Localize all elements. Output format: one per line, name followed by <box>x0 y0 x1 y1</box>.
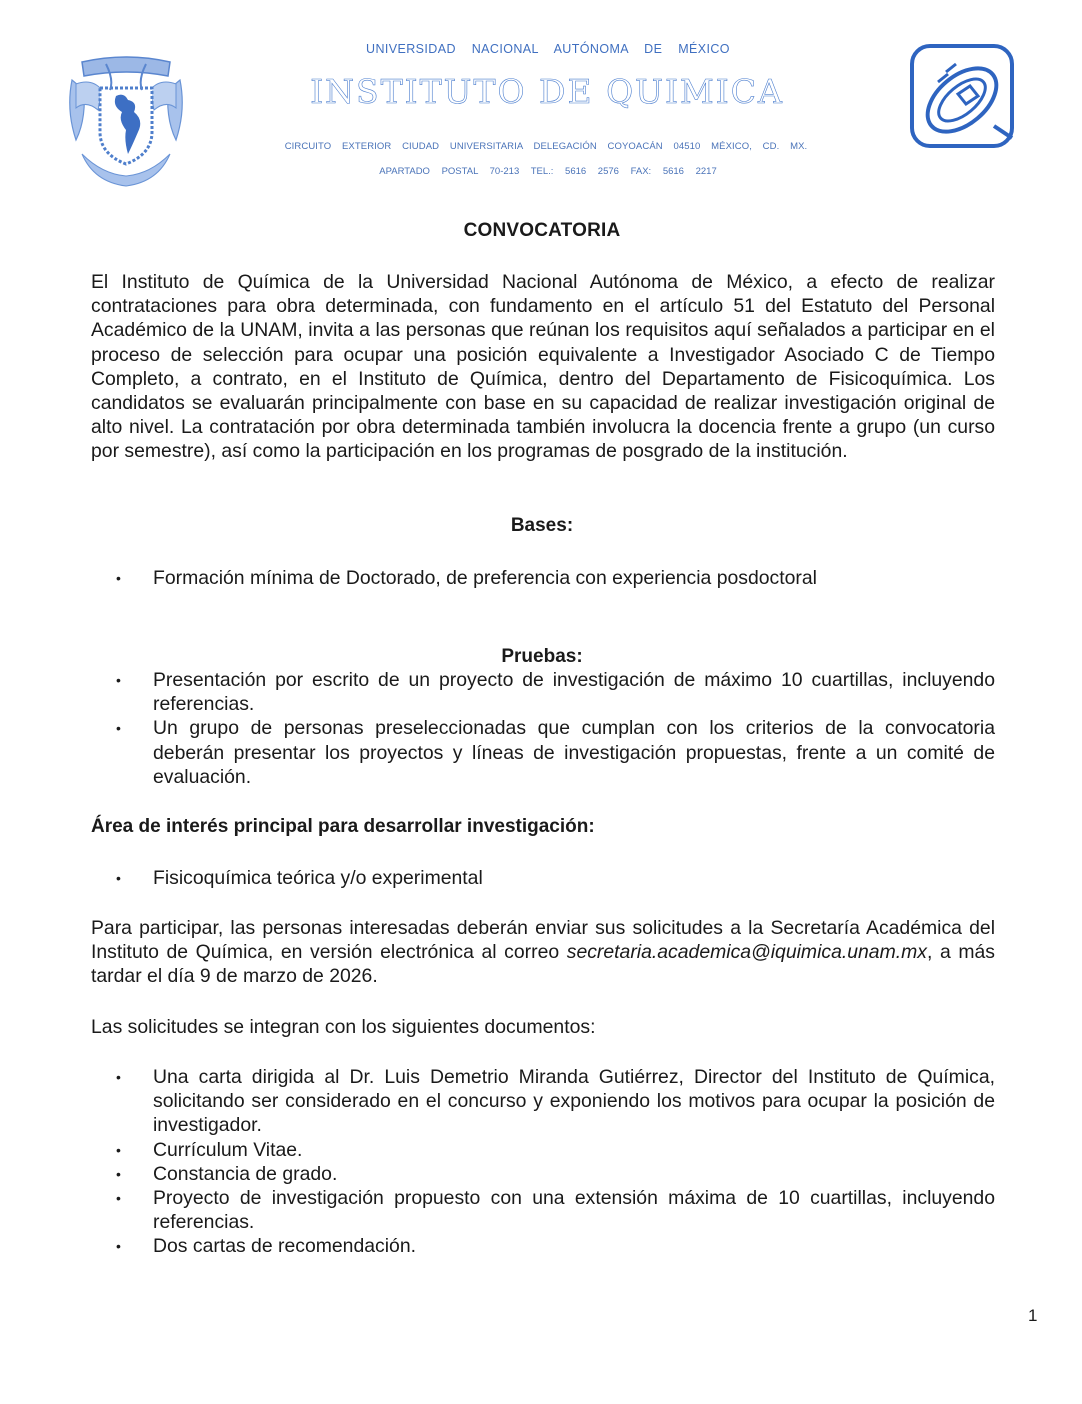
list-item <box>91 566 995 590</box>
list-item-text: Presentación por escrito de un proyecto de investigación de máximo 10 cuartillas, incluyendo referencias. <box>153 669 995 716</box>
list-item-text: Un grupo de personas preseleccionadas que cumplan con los criterios de la convocatoria deberán presentar los proyectos y líneas de investigación propuestas, frente a un comité de evaluación. <box>153 717 995 788</box>
document-title: CONVOCATORIA <box>463 220 621 241</box>
list-item-text: Constancia de grado. <box>153 1162 338 1185</box>
list-item <box>91 668 995 716</box>
list-item-text: Fisicoquímica teórica y/o experimental <box>153 867 483 889</box>
bases-heading: Bases: <box>510 515 574 536</box>
list-item <box>91 1162 995 1186</box>
pruebas-list <box>91 668 995 789</box>
institute-name: INSTITUTO DE QUIMICA <box>310 72 784 111</box>
page-number: 1 <box>1028 1306 1038 1325</box>
bullet-icon: • <box>116 1069 121 1085</box>
list-item <box>91 866 995 890</box>
list-item <box>91 1234 995 1258</box>
bullet-icon: • <box>116 1165 121 1182</box>
bullet-icon: • <box>116 720 121 737</box>
bullet-icon: • <box>116 1190 121 1207</box>
list-item-text: Proyecto de investigación propuesto con una extensión máxima de 10 cuartillas, incluyendo referencias. <box>153 1187 995 1234</box>
list-item <box>91 1138 995 1162</box>
institute-address: CIRCUITO EXTERIOR CIUDAD UNIVERSITARIA DELEGACIÓN COYOACÁN 04510 MÉXICO, CD. MX. <box>284 141 808 152</box>
institute-postal-contact: APARTADO POSTAL 70-213 TEL.: 5616 2576 FAX: 5616 2217 <box>379 166 717 177</box>
list-item <box>91 1065 995 1138</box>
iquimica-logo-icon <box>908 42 1020 154</box>
bullet-icon: • <box>116 672 121 688</box>
area-heading: Área de interés principal para desarrollar investigación: <box>91 816 595 837</box>
bullet-icon: • <box>116 870 121 886</box>
list-item-text: Formación mínima de Doctorado, de preferencia con experiencia posdoctoral <box>153 567 817 589</box>
participation-text: Para participar, las personas interesadas deberán enviar sus solicitudes a la Secretaría Académica del Instituto de Química, en versión electrónica al correo <box>91 917 995 964</box>
documents-list <box>91 1065 995 1259</box>
list-item <box>91 1186 995 1234</box>
list-item <box>91 716 995 789</box>
deadline-text: , a más tardar el día 9 de marzo de 2026. <box>91 941 995 988</box>
intro-paragraph: El Instituto de Química de la Universidad Nacional Autónoma de México, a efecto de realizar contrataciones para obra determinada, con fundamento en el artículo 51 del Estatuto del Personal Académico de la UNAM, invita a las personas que reúnan los requisitos aquí señalados a participar en el proceso de selección para ocupar una posición equivalente a Investigador Asociado C de Tiempo Completo, a contrato, en el Instituto de Química, dentro del Departamento de Fisicoquímica. Los candidatos se evaluarán principalmente con base en su capacidad de realizar investigación original de alto nivel. La contratación por obra determinada también involucra la docencia frente a grupo (un curso por semestre), así como la participación en los programas de posgrado de la institución. <box>91 271 995 463</box>
pruebas-heading: Pruebas: <box>501 646 583 667</box>
bases-list <box>91 566 995 590</box>
email-link[interactable]: secretaria.academica@iquimica.unam.mx <box>566 941 927 964</box>
list-item-text: Una carta dirigida al Dr. Luis Demetrio Miranda Gutiérrez, Director del Instituto de Química, solicitando ser considerado en el concurso y exponiendo los motivos para ocupar la posición de investigador. <box>153 1066 995 1137</box>
list-item-text: Dos cartas de recomendación. <box>153 1235 416 1258</box>
documents-intro: Las solicitudes se integran con los siguientes documentos: <box>91 1016 596 1038</box>
bullet-icon: • <box>116 1238 121 1255</box>
bullet-icon: • <box>116 1141 121 1158</box>
participation-paragraph <box>91 916 995 989</box>
list-item-text: Currículum Vitae. <box>153 1138 303 1161</box>
area-list <box>91 866 995 890</box>
university-name: UNIVERSIDAD NACIONAL AUTÓNOMA DE MÉXICO <box>366 42 730 56</box>
bullet-icon: • <box>116 570 121 586</box>
